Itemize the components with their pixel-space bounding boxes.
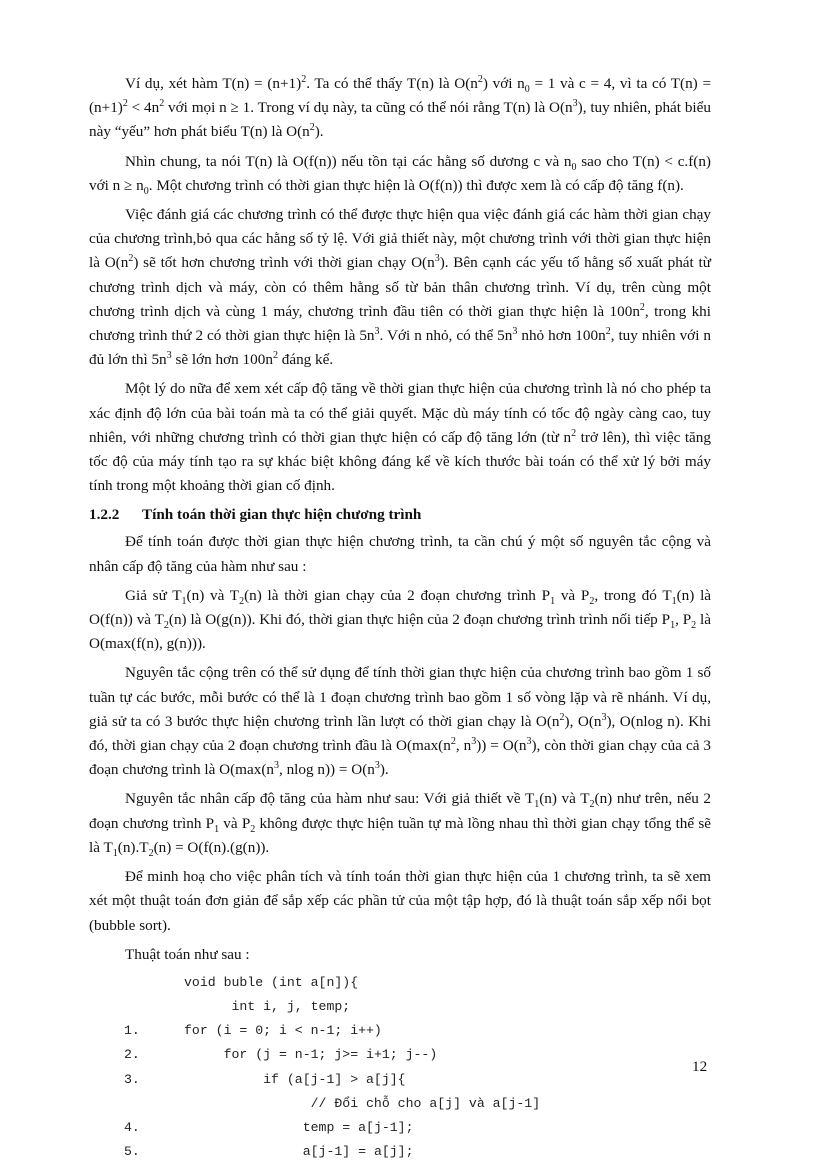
page-content: [89, 72, 711, 1164]
paragraph-growth-reason: Một lý do nữa để xem xét cấp độ tăng về thời gian thực hiện của chương trình là nó cho phép ta xác định độ lớn của bài toán mà ta có thể giải quyết. Mặc dù máy tính có tốc độ ngày càng cao, tuy nhiên, với những chương trình có thời gian thực hiện có cấp độ tăng lớn (từ $n^2$ trở lên), thì việc tăng tốc độ của máy tính tạo ra sự khác biệt không đáng kể về kích thước bài toán có thể xử lý bởi máy tính trong một khoảng thời gian cố định.: [89, 380, 711, 495]
paragraph-product-rule: Nguyên tắc nhân cấp độ tăng của hàm như sau: Với giả thiết về $T_1(n)$ và $T_2(n)$ như trên, nếu 2 đoạn chương trình $P_1$ và $P_2$ không được thực hiện tuần tự mà lồng nhau thì thời gian chạy tổng thể sẽ là $T_1(n).T_2(n) = O(f(n).(g(n))$.: [89, 790, 712, 859]
code-line: 4. temp = a[j-1];: [124, 1120, 414, 1136]
code-line: // Đổi chỗ cho a[j] và a[j-1]: [310, 1095, 541, 1111]
code-line: void buble (int a[n]){: [184, 974, 359, 990]
code-line: 2. for (j = n-1; j>= i+1; j--): [124, 1047, 438, 1063]
paragraph-rules-intro: Để tính toán được thời gian thực hiện chương trình, ta cần chú ý một số nguyên tắc cộng và nhân cấp độ tăng của hàm như sau :: [89, 533, 711, 575]
paragraph-algorithm-label: Thuật toán như sau :: [125, 945, 250, 963]
section-heading: [89, 503, 711, 527]
code-block: [124, 971, 711, 1164]
paragraph-sum-rule-example: Nguyên tắc cộng trên có thể sử dụng để tính thời gian thực hiện của chương trình bao gồm 1 số tuần tự các bước, mỗi bước có thể là 1 đoạn chương trình bao gồm 1 số vòng lặp và rẽ nhánh. Ví dụ, giả sử ta có 3 bước thực hiện chương trình lần lượt có thời gian chạy là $O(n^2)$, $O(n^3)$, O(nlog n). Khi đó, thời gian chạy của 2 đoạn chương trình đầu là $O(\max(n^2$, $n^3)) = O(n^3)$, còn thời gian chạy của cả 3 đoạn chương trình là $O(\max(n^3$, nlog $n)) = O(n^3)$.: [89, 664, 711, 779]
paragraph-definition: Nhìn chung, ta nói T(n) là O(f(n)) nếu tồn tại các hằng số dương c và $n_0$ sao cho T(n) < c.f(n) với $n \ge n_0$. Một chương trình có thời gian thực hiện là O(f(n)) thì được xem là có cấp độ tăng f(n).: [89, 152, 711, 197]
code-line: 5. a[j-1] = a[j];: [124, 1144, 414, 1160]
paragraph-sum-rule: Giả sử $T_1(n)$ và $T_2(n)$ là thời gian chạy của 2 đoạn chương trình $P_1$ và $P_2$, trong đó $T_1(n)$ là O(f(n)) và $T_2(n)$ là O(g(n)). Khi đó, thời gian thực hiện của 2 đoạn chương trình trình nối tiếp $P_1$, $P_2$ là O(max(f(n), g(n))).: [89, 586, 712, 653]
paragraph-bubble-sort-intro: Để minh hoạ cho việc phân tích và tính toán thời gian thực hiện của 1 chương trình, ta sẽ xem xét một thuật toán đơn giản để sắp xếp các phần tử của một tập hợp, đó là thuật toán sắp xếp nổi bọt (bubble sort).: [89, 868, 711, 934]
page-number: 12: [692, 1058, 708, 1075]
section-number: 1.2.2: [89, 506, 120, 524]
code-line: int i, j, temp;: [231, 999, 351, 1015]
code-line: 1. for (i = 0; i < n-1; i++): [124, 1023, 382, 1039]
code-line: 3. if (a[j-1] > a[j]{: [124, 1071, 406, 1087]
paragraph-evaluation: Việc đánh giá các chương trình có thể được thực hiện qua việc đánh giá các hàm thời gian chạy của chương trình,bỏ qua các hằng số tỷ lệ. Với giả thiết này, một chương trình với thời gian thực hiện là $O(n^2)$ sẽ tốt hơn chương trình với thời gian chạy $O(n^3)$. Bên cạnh các yếu tố hằng số xuất phát từ chương trình dịch và máy, còn có thêm hằng số từ bản thân chương trình. Ví dụ, trên cùng một chương trình dịch và cùng 1 máy, chương trình đầu tiên có thời gian thực hiện là $100n^2$, trong khi chương trình thứ 2 có thời gian thực hiện là $5n^3$. Với n nhỏ, có thể $5n^3$ nhỏ hơn $100n^2$, tuy nhiên với n đủ lớn thì $5n^3$ sẽ lớn hơn $100n^2$ đáng kể.: [89, 206, 711, 369]
section-title: Tính toán thời gian thực hiện chương trình: [142, 506, 422, 524]
paragraph-example-big-o: Ví dụ, xét hàm $T(n) = (n+1)^2$. Ta có thể thấy T(n) là $O(n^2)$ với $n_0 = 1$ và c = 4, vì ta có $T(n) = (n+1)^2 < 4n^2$ với mọi n ≥ 1. Trong ví dụ này, ta cũng có thể nói rằng T(n) là $O(n^3)$, tuy nhiên, phát biểu này “yếu” hơn phát biểu T(n) là $O(n^2)$.: [89, 73, 712, 141]
